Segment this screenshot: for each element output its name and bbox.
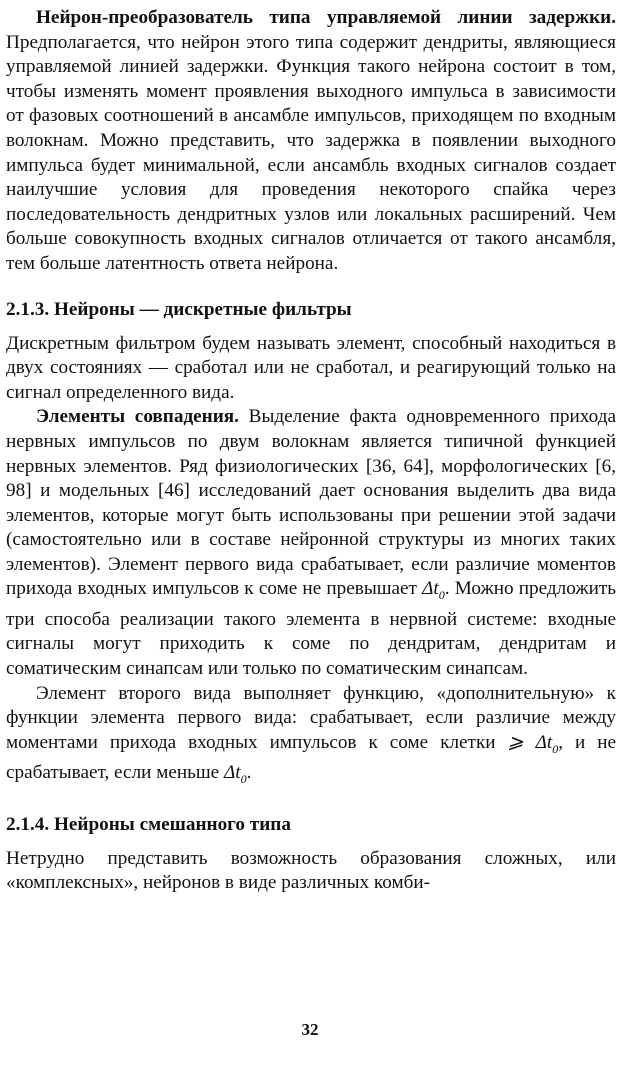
paragraph-text: . Можно предложить три способа реализации такого элемента в нервной системе: входные сигналы могут приходить к соме по дендритам, дендритам и соматическим синапсам или только по соматическим синапсам. xyxy=(6,578,616,680)
paragraph-coincidence-elements xyxy=(6,405,616,681)
paragraph-discrete-filter-definition: Дискретным фильтром будем называть элемент, способный находиться в двух состояниях — сработал или не сработал, и реагирующий только на сигнал определенного вида. xyxy=(6,332,616,403)
math-delta-t0: $\Delta t_0$ xyxy=(422,578,445,603)
paragraph-text: Выделение факта одновременного прихода нервных импульсов по двум волокнам является типичной функцией нервных элементов. Ряд физиологических [36, 64], морфологических [6, 98] и модельных [46] исследований дает основания выделить два вида элементов, которые могут быть использованы при решении этой задачи (самостоятельно или в составе нейронной структуры из многих таких элементов). Элемент первого вида срабатывает, если различие моментов прихода входных импульсов к соме не превышает xyxy=(6,406,616,600)
paragraph-delay-line-neuron xyxy=(6,6,616,277)
math-geq-delta-t0: ⩾ $\Delta t_0$ xyxy=(507,731,559,756)
page-number: 32 xyxy=(301,1020,319,1039)
paragraph-complex-neurons: Нетрудно представить возможность образования сложных, или «комплексных», нейронов в виде различных комби- xyxy=(6,847,616,894)
section-heading-mixed-neurons: 2.1.4. Нейроны смешанного типа xyxy=(6,813,291,835)
paragraph-text: Элемент второго вида выполняет функцию, «дополнительную» к функции элемента первого вида: срабатывает, если различие между моментами прихода входных импульсов к соме клетки xyxy=(6,682,616,753)
section-heading-discrete-filters: 2.1.3. Нейроны — дискретные фильтры xyxy=(6,298,352,320)
run-in-heading-coincidence: Элементы совпадения. xyxy=(36,406,239,428)
paragraph-text: , и не срабатывает, если меньше xyxy=(6,731,616,784)
page-content xyxy=(6,6,616,896)
math-delta-t0: $\Delta t_0$ xyxy=(223,762,247,787)
paragraph-text: Предполагается, что нейрон этого типа содержит дендриты, являющиеся управляемой линией задержки. Функция такого нейрона состоит в том, чтобы изменять момент проявления выходного импульса в зависимости от фазовых соотношений в ансамбле импульсов, приходящем по входным волокнам. Можно представить, что задержка в появлении выходного импульса будет минимальной, если ансамбль входных сигналов создает наилучшие условия для проведения некоторого спайка через последовательность дендритных узлов или локальных расширений. Чем больше совокупность входных сигналов отличается от такого ансамбля, тем больше латентность ответа нейрона. xyxy=(6,31,616,274)
run-in-heading-delay-line: Нейрон-преобразователь типа управляемой линии задержки. xyxy=(36,7,616,28)
paragraph-second-element-type: Элемент второго вида выполняет функцию, «дополнительную» к функции элемента первого вида: срабатывает, если различие между моментами прихода входных импульсов к соме клетки ⩾ $\Delta t_0$, и не срабатывает, если меньше $\Delta t_0$. xyxy=(6,682,616,787)
